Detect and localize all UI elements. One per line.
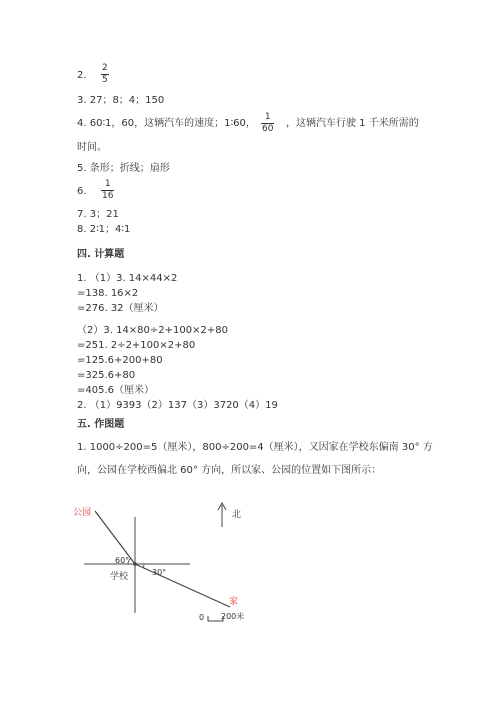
calc-line-3: =276. 32（厘米） (77, 303, 164, 314)
calc-line-7: =325.6+80 (77, 370, 136, 381)
park-label: 公园 (73, 508, 92, 518)
q6-frac-den: 16 (102, 191, 114, 201)
scale-zero-label: 0 (199, 613, 205, 622)
north-label: 北 (232, 510, 242, 520)
section5-line-2: 向，公园在学校西偏北 60° 方向，所以家、公园的位置如下图所示： (77, 465, 382, 476)
calc-line-4: （2）3. 14×80÷2+100×2+80 (77, 325, 228, 336)
q4-frac-den: 60 (262, 124, 274, 134)
calc-line-5: =251. 2÷2+100×2+80 (77, 340, 196, 351)
school-point (133, 562, 137, 566)
calc-line-2: =138. 16×2 (77, 288, 139, 299)
q2-label: 2. (77, 70, 87, 81)
q4-prefix: 4. 60∶1，60，这辆汽车的速度；1∶60， (77, 118, 256, 129)
school-label: 学校 (110, 572, 129, 582)
q7-answer: 7. 3；21 (77, 209, 119, 220)
calc-line-1: 1. （1）3. 14×44×2 (77, 273, 178, 284)
section5-line-1: 1. 1000÷200=5（厘米），800÷200=4（厘米），又因家在学校东偏南 30° 方 (77, 442, 433, 453)
q6-frac-num: 1 (104, 179, 111, 189)
q5-answer: 5. 条形；折线；扇形 (77, 163, 170, 174)
q3-answer: 3. 27；8；4；150 (77, 95, 165, 106)
q8-answer: 8. 2∶1；4∶1 (77, 224, 131, 235)
calc-line-9: 2. （1）9393（2）137（3）3720（4）19 (77, 400, 278, 411)
q2-frac-den: 5 (102, 75, 108, 85)
q6-label: 6. (77, 186, 87, 197)
angle-30-label: 30° (152, 568, 167, 577)
calc-line-6: =125.6+200+80 (77, 355, 163, 366)
q4-line2: 时间。 (77, 142, 107, 153)
calc-line-8: =405.6（厘米） (77, 385, 155, 396)
scale-length-label: 200米 (221, 612, 245, 621)
home-label: 家 (229, 597, 239, 607)
angle-30-arc (143, 564, 144, 568)
section5-title: 五. 作图题 (77, 419, 125, 430)
q2-frac-num: 2 (102, 63, 108, 73)
q4-frac-num: 1 (264, 112, 271, 122)
section4-title: 四. 计算题 (77, 249, 125, 260)
school-to-home-line (135, 564, 230, 607)
angle-60-label: 60° (115, 556, 130, 565)
q4-suffix: ，这辆汽车行驶 1 千米所需的 (286, 118, 419, 129)
